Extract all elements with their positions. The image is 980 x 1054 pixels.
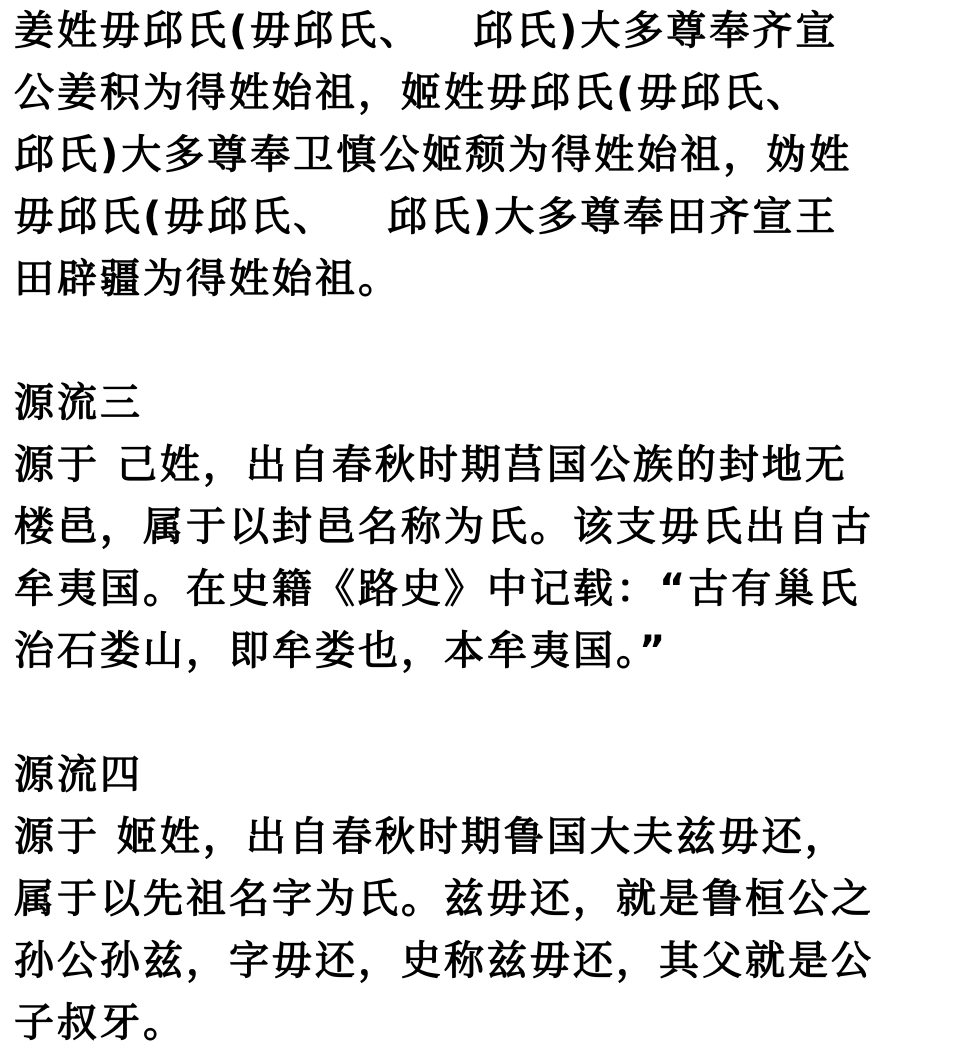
text-line: 子叔牙。 [14, 1000, 186, 1046]
section-heading: 源流四 [14, 752, 143, 798]
text-line: 孙公孙兹，字毋还，史称兹毋还，其父就是公 [14, 938, 874, 984]
text-line: 牟夷国。在史籍《路史》中记载：“古有巢氏 [14, 566, 861, 612]
text-line: 田辟疆为得姓始祖。 [14, 256, 401, 302]
paragraph-gap [14, 682, 970, 744]
text-line: 源于 己姓，出自春秋时期莒国公族的封地无 [14, 442, 848, 488]
section-heading: 源流三 [14, 380, 143, 426]
section-origin-four [14, 744, 970, 1054]
section-origin-three [14, 372, 970, 682]
text-line: 治石娄山，即牟娄也，本牟夷国。” [14, 628, 669, 674]
text-line: 楼邑，属于以封邑名称为氏。该支毋氏出自古 [14, 504, 874, 550]
text-line: 源于 姬姓，出自春秋时期鲁国大夫兹毋还， [14, 814, 848, 860]
text-line: 邱氏)大多尊奉卫慎公姬颓为得姓始祖，妫姓 [14, 132, 853, 178]
paragraph-surname-origins [14, 0, 970, 310]
text-line: 公姜积为得姓始祖，姬姓毋邱氏(毋邱氏、 [14, 70, 810, 116]
paragraph-gap [14, 310, 970, 372]
text-line: 属于以先祖名字为氏。兹毋还，就是鲁桓公之 [14, 876, 874, 922]
text-line: 毋邱氏(毋邱氏、 邱氏)大多尊奉田齐宣王 [14, 194, 839, 240]
document-page [14, 0, 970, 1054]
text-line: 姜姓毋邱氏(毋邱氏、 邱氏)大多尊奉齐宣 [14, 8, 839, 54]
